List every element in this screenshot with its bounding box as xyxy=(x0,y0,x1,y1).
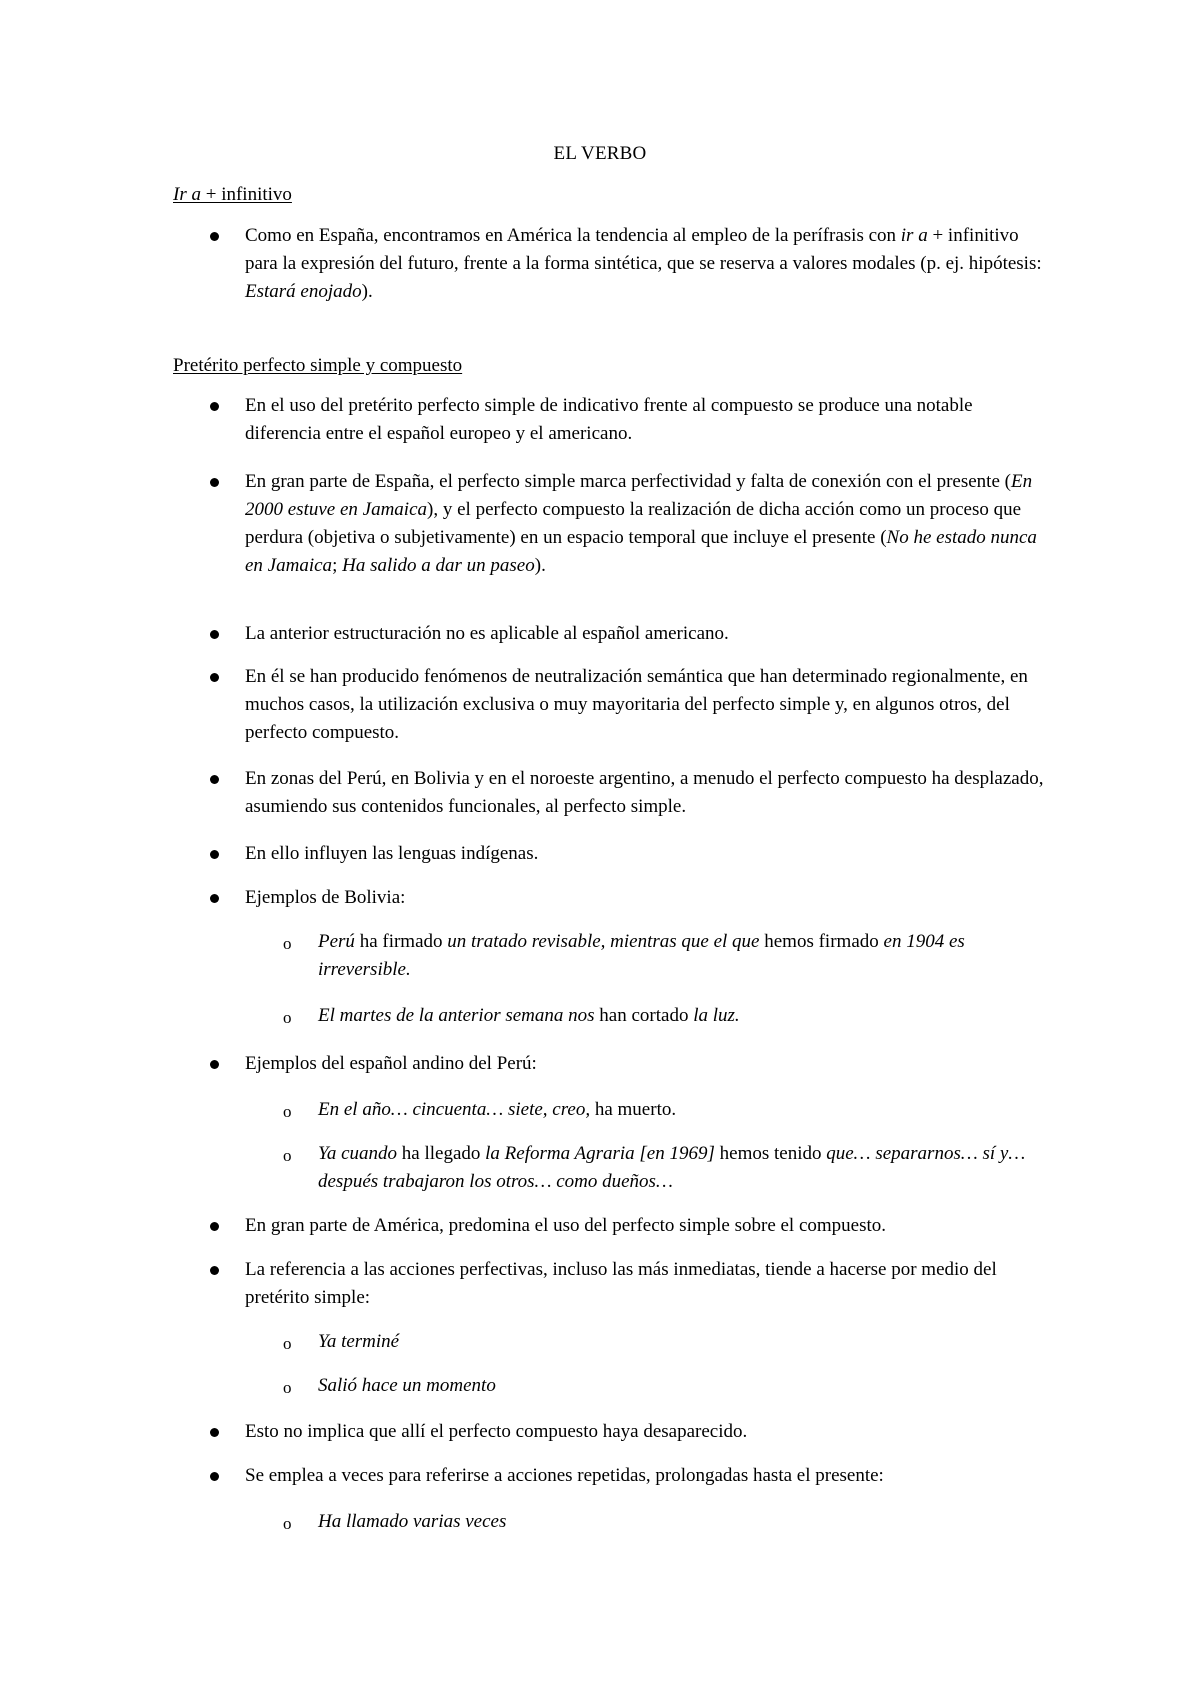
bullet-icon xyxy=(210,1266,219,1275)
bullet-icon xyxy=(210,402,219,411)
list-item: Se emplea a veces para referirse a acciones repetidas, prolongadas hasta el presente: xyxy=(245,1465,884,1486)
sub-list-item: Ha llamado varias veces xyxy=(318,1511,507,1532)
list-item: Esto no implica que allí el perfecto compuesto haya desaparecido. xyxy=(245,1421,748,1442)
sub-list-item: Perú ha firmado un tratado revisable, mientras que el que hemos firmado en 1904 es irreversible. xyxy=(318,931,965,980)
bullet-icon xyxy=(210,1222,219,1231)
bullet-icon xyxy=(210,630,219,639)
bullet-icon xyxy=(210,775,219,784)
bullet-icon xyxy=(210,850,219,859)
bullet-icon xyxy=(210,1428,219,1437)
list-item: Ejemplos de Bolivia: xyxy=(245,887,406,908)
bullet-icon xyxy=(210,232,219,241)
bullet-icon xyxy=(210,1060,219,1069)
list-item: La anterior estructuración no es aplicable al español americano. xyxy=(245,623,729,644)
list-item: En gran parte de España, el perfecto simple marca perfectividad y falta de conexión con el presente (En 2000 estuve en Jamaica), y el perfecto compuesto la realización de dicha acción como un proceso que perdura (objetiva o subjetivamente) en un espacio temporal que incluye el presente (No he estado nunca en Jamaica; Ha salido a dar un paseo). xyxy=(245,471,1037,576)
bullet-icon xyxy=(210,1472,219,1481)
sub-list-item: Salió hace un momento xyxy=(318,1375,496,1396)
list-item: En zonas del Perú, en Bolivia y en el noroeste argentino, a menudo el perfecto compuesto ha desplazado, asumiendo sus contenidos funcionales, al perfecto simple. xyxy=(245,768,1044,817)
circle-bullet-icon: o xyxy=(283,1102,292,1121)
sub-list-item: Ya terminé xyxy=(318,1331,400,1352)
sub-list-item: El martes de la anterior semana nos han cortado la luz. xyxy=(318,1005,740,1026)
heading-rest: + infinitivo xyxy=(200,184,292,205)
page-title: EL VERBO xyxy=(553,143,647,164)
circle-bullet-icon: o xyxy=(283,1008,292,1027)
circle-bullet-icon: o xyxy=(283,934,292,953)
sub-list-item: En el año… cincuenta… siete, creo, ha muerto. xyxy=(318,1099,677,1120)
list-item: Como en España, encontramos en América la tendencia al empleo de la perífrasis con ir a + infinitivo para la expresión del futuro, frente a la forma sintética, que se reserva a valores modales (p. ej. hipótesis: Estará enojado). xyxy=(245,225,1042,302)
list-item: En gran parte de América, predomina el uso del perfecto simple sobre el compuesto. xyxy=(245,1215,887,1236)
heading-italic: Ir a xyxy=(173,184,201,205)
sub-list-item: Ya cuando ha llegado la Reforma Agraria [en 1969] hemos tenido que… separarnos… sí y… después trabajaron los otros… como dueños… xyxy=(318,1143,1026,1192)
circle-bullet-icon: o xyxy=(283,1334,292,1353)
bullet-icon xyxy=(210,894,219,903)
list-item: Ejemplos del español andino del Perú: xyxy=(245,1053,537,1074)
list-item: En él se han producido fenómenos de neutralización semántica que han determinado regionalmente, en muchos casos, la utilización exclusiva o muy mayoritaria del perfecto simple y, en algunos otros, del perfecto compuesto. xyxy=(245,666,1028,743)
circle-bullet-icon: o xyxy=(283,1378,292,1397)
circle-bullet-icon: o xyxy=(283,1514,292,1533)
bullet-icon xyxy=(210,478,219,487)
section-heading-preterito: Pretérito perfecto simple y compuesto xyxy=(173,355,463,376)
section-heading-ir-a xyxy=(173,184,292,206)
circle-bullet-icon: o xyxy=(283,1146,292,1165)
bullet-icon xyxy=(210,673,219,682)
list-item: La referencia a las acciones perfectivas, incluso las más inmediatas, tiende a hacerse por medio del pretérito simple: xyxy=(245,1259,997,1308)
list-item: En el uso del pretérito perfecto simple de indicativo frente al compuesto se produce una notable diferencia entre el español europeo y el americano. xyxy=(245,395,973,444)
list-item: En ello influyen las lenguas indígenas. xyxy=(245,843,539,864)
